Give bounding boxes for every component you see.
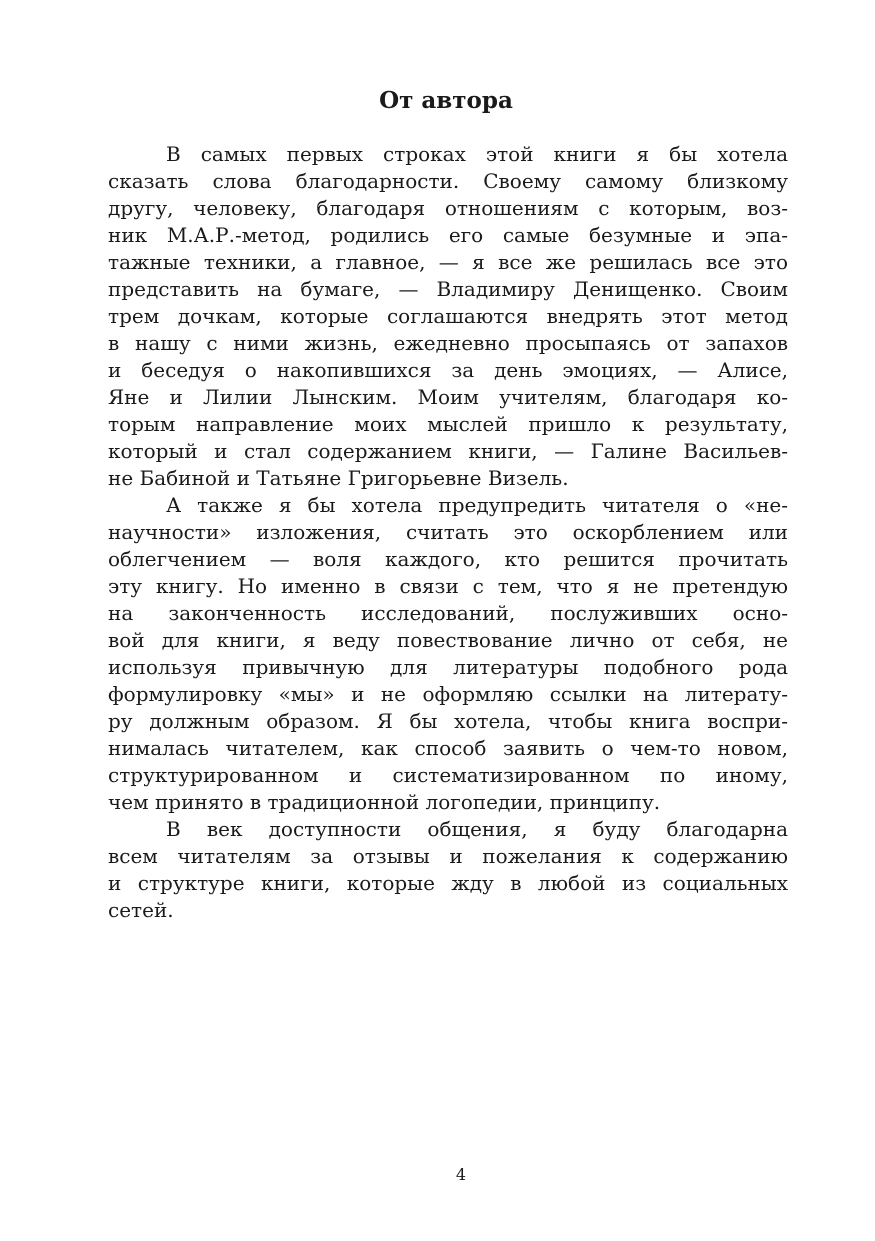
text-line: который и стал содержанием книги, — Галине Васильев- [108, 439, 788, 463]
text-line: структурированном и систематизированном по иному, [108, 763, 788, 787]
text-line: всем читателям за отзывы и пожелания к содержанию [108, 844, 788, 868]
text-line: формулировку «мы» и не оформляю ссылки на литерату- [108, 682, 788, 706]
text-line: и структуре книги, которые жду в любой из социальных [108, 871, 788, 895]
body-text [108, 141, 788, 924]
page-title: От автора [379, 87, 513, 114]
text-line: другу, человеку, благодаря отношениям с которым, воз- [108, 196, 788, 220]
text-line: Яне и Лилии Лынским. Моим учителям, благодаря ко- [108, 385, 788, 409]
text-line: В самых первых строках этой книги я бы хотела [166, 142, 788, 166]
text-line: А также я бы хотела предупредить читателя о «не- [166, 493, 788, 517]
text-line: торым направление моих мыслей пришло к результату, [108, 412, 788, 436]
text-line: ру должным образом. Я бы хотела, чтобы книга воспри- [108, 709, 788, 733]
text-line: научности» изложения, считать это оскорблением или [108, 520, 788, 544]
text-line: облегчением — воля каждого, кто решится прочитать [108, 547, 788, 571]
text-line: ник М.А.Р.-метод, родились его самые безумные и эпа- [108, 223, 788, 247]
text-line: вой для книги, я веду повествование лично от себя, не [108, 628, 788, 652]
text-line: эту книгу. Но именно в связи с тем, что я не претендую [108, 574, 788, 598]
text-line: сетей. [108, 898, 174, 922]
text-line: В век доступности общения, я буду благодарна [166, 817, 788, 841]
text-line: представить на бумаге, — Владимиру Денищенко. Своим [108, 277, 788, 301]
text-line: нималась читателем, как способ заявить о чем-то новом, [108, 736, 788, 760]
text-line: не Бабиной и Татьяне Григорьевне Визель. [108, 466, 569, 490]
text-line: трем дочкам, которые соглашаются внедрять этот метод [108, 304, 788, 328]
page-number: 4 [455, 1165, 467, 1184]
text-line: и беседуя о накопившихся за день эмоциях, — Алисе, [108, 358, 788, 382]
paragraph-3 [108, 816, 788, 924]
paragraph-2 [108, 492, 788, 816]
text-line: используя привычную для литературы подобного рода [108, 655, 788, 679]
text-line: тажные техники, а главное, — я все же решилась все это [108, 250, 788, 274]
text-line: сказать слова благодарности. Своему самому близкому [108, 169, 788, 193]
text-line: чем принято в традиционной логопедии, принципу. [108, 790, 661, 814]
text-line: на законченность исследований, послуживших осно- [108, 601, 788, 625]
paragraph-1 [108, 141, 788, 492]
text-line: в нашу с ними жизнь, ежедневно просыпаясь от запахов [108, 331, 788, 355]
